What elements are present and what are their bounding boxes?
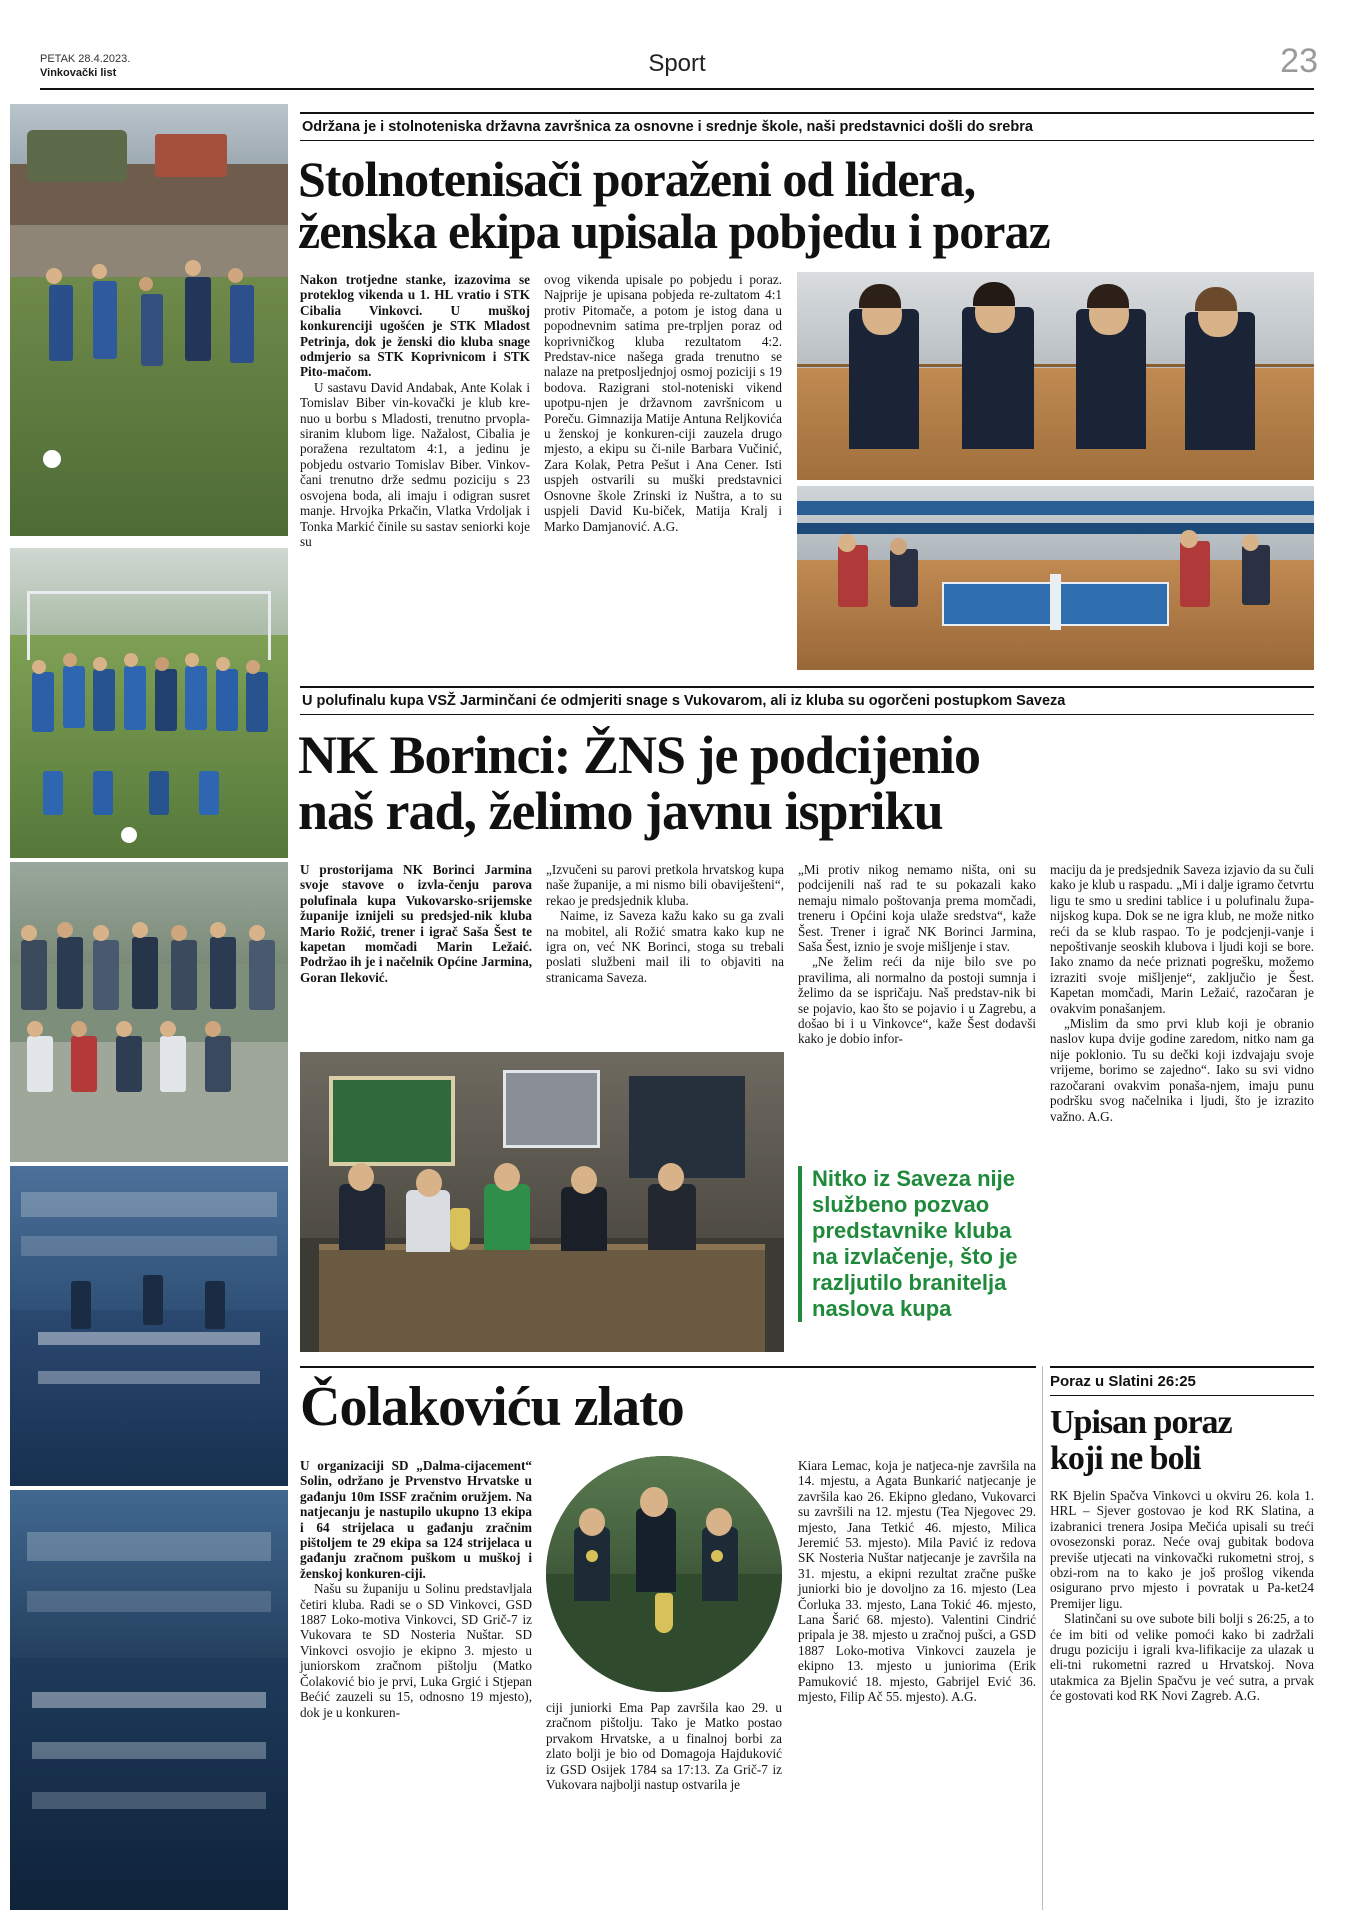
article2-column-3 <box>798 862 1036 1122</box>
article3-headline: Čolakoviću zlato <box>300 1376 684 1438</box>
photo-shooting-hall-lower <box>10 1490 288 1910</box>
section-title: Sport <box>648 50 706 77</box>
article4-column-1 <box>1050 1488 1314 1908</box>
article1-col1-lead: Nakon trotjedne stanke, izazovima se proteklog vikenda u 1. HL vratio i STK Cibalia Vinkovci. U muškoj konkurenciji ugošćen je STK Mladost Petrinja, dok je ženski dio kluba snage odmjerio sa STK Koprivnicom i STK Pito-mačom. <box>300 272 530 380</box>
photo-football-training <box>10 104 288 536</box>
article1-headline-line2: ženska ekipa upisala pobjedu i poraz <box>298 203 1050 259</box>
masthead <box>0 0 1354 92</box>
masthead-date: PETAK 28.4.2023. <box>40 53 131 65</box>
page-number: 23 <box>1280 42 1318 80</box>
article3-column-3 <box>798 1458 1036 1898</box>
article2-headline-line1: NK Borinci: ŽNS je podcijenio <box>298 725 980 785</box>
article3-top-rule <box>300 1366 1036 1368</box>
article2-col4-p2: „Mislim da smo prvi klub koji je obranio naslov kupa dvije godine zaredom, nitko nam ga nije poklonio. Tu su dečki koji izdvajaju svoje vrijeme, borimo se zajedno“. Iako su svi vidno razočarani ovakvim ponaša-njem, imaju punu podršku svog načelnika i ljudi, što je izrazito važno. A.G. <box>1050 1016 1314 1124</box>
article3-column-2 <box>546 1700 782 1900</box>
photo-medalists-round <box>546 1456 782 1692</box>
article3-col1-p2: Našu su županiju u Solinu predstavljala četiri kluba. Radi se o SD Vinkovci, GSD 1887 Loko-motiva Vinkovci, SD Grič-7 iz Vukovara te SD Nosteria Nuštar. SD Vinkovci osvojio je ekipno 3. mjesto u juniorskom zračnom pištolju (Matko Čolaković bio je prvi, Luka Grgić i Stjepan Bećić zauzeli su 15, odnosno 19 mjesto), dok je u konkuren- <box>300 1581 532 1720</box>
article4-col1-p2: Slatinčani su ove subote bili bolji s 26:25, a to će im biti od velike pomoći kako bi zadržali drugu poziciju i igrali kva-lifikacije za ulazak u eli-tni rukometni razred u Hrvatskoj. Nova utakmica za Bjelin Spačvu je već sutra, a prvak će gostovati kod RK Novi Zagreb. A.G. <box>1050 1611 1314 1704</box>
article1-kicker: Održana je i stolnoteniska državna završnica za osnovne i srednje škole, naši predstavnici došli do srebra <box>300 112 1314 141</box>
article3-column-1 <box>300 1458 532 1898</box>
article3-col3-p1: Kiara Lemac, koja je natjeca-nje završila na 14. mjestu, a Agata Bunkarić natjecanje je završila kao 26. Ekipno gledano, Vukovarci su završili na 12. mjestu (Tea Njegovec 29. mjesto, Jana Tetkić 46. mjesto, Milica Jeremić 53. mjesto). Mila Pavić iz redova SK Nosteria Nuštar natjecanje je završila na 31. mjestu, a ekipni rezultat zračne puške juniorki bio je dovoljno za 16. mjesto (Lea Čorluka 33. mjesto, Lana Tokić 46. mjesto, Lana Šarić 68. mjesto). Valentini Cindrić pripala je 38. mjesto u zračnoj pušci, a GSD 1887 Loko-motiva Vinkovci zauzela je ekipno 13. mjesto u juniorima (Erik Pamuković 18. mjesto, Gabrijel Ević 36. mjesto, Filip Ač 55. mjesto). A.G. <box>798 1458 1036 1705</box>
article2-headline-line2: naš rad, želimo javnu ispriku <box>298 781 943 841</box>
separator-article3-sidebar <box>1042 1366 1043 1910</box>
masthead-publication: Vinkovački list <box>40 67 117 79</box>
article3-col1-lead: U organizaciji SD „Dalma-cijacement“ Solin, održano je Prvenstvo Hrvatske u gađanju 10m ISSF zračnim oružjem. Na natjecanju je nastupilo ukupno 13 ekipa i 64 strijelaca u gađanju zračnim pištoljem te 29 ekipa sa 124 strijelaca u gađanju zračnom puškom u muškoj i ženskoj konkuren-ciji. <box>300 1458 532 1581</box>
article4-headline-line2: koji ne boli <box>1050 1440 1201 1477</box>
photo-meeting-room <box>300 1052 784 1352</box>
masthead-divider <box>40 88 1314 90</box>
article3-col2-p1: ciji juniorki Ema Pap završila kao 29. u zračnom pištolju. Tako je Matko postao prvakom Hrvatske, a u finalnoj borbi za zlato bolji je bio od Domagoja Hajduković iz GSD Osijek 1784 sa 17:13. Za Grič-7 iz Vukovara najbolji nastup ostvarila je <box>546 1700 782 1793</box>
article2-kicker: U polufinalu kupa VSŽ Jarminčani će odmjeriti snage s Vukovarom, ali iz kluba su ogorčeni postupkom Saveza <box>300 686 1314 715</box>
article2-pullquote: Nitko iz Saveza nije službeno pozvao predstavnike kluba na izvlačenje, što je razljutilo branitelja naslova kupa <box>798 1166 1034 1322</box>
article2-col4-p1: maciju da je predsjednik Saveza izjavio da su čuli kako je klub u raspadu. „Mi i dalje igramo četvrtu ligu te smo u sredini tablice i u polufinalu župa-nijskog kupa. Dok se ne igra klub, ne može nitko reći da se klub raspao. To je podcjenji-vanje i nepoštivanje seoskih klubova i ljudi koji se bore. Iako znamo da neće priznati pogrešku, možemo izraziti svoje mišljenje“, zaključio je Šest. Kapetan momčadi, Marin Ležaić, razočaran je ovakvim ponašanjem. <box>1050 862 1314 1016</box>
article2-col2-p2: Naime, iz Saveza kažu kako su ga zvali na mobitel, ali Rožić smatra kako kup ne igra on, već NK Borinci, stoga su trebali poslati službeni mail ili to objaviti na stranicama Saveza. <box>546 908 784 985</box>
photo-winter-team-group <box>10 862 288 1162</box>
article2-column-4 <box>1050 862 1314 1362</box>
photo-shooting-hall <box>10 1166 288 1486</box>
photo-table-tennis-match <box>797 486 1314 670</box>
article2-col3-p1: „Mi protiv nikog nemamo ništa, oni su podcijenili naš rad te su pokazali kako nemaju nimalo poštovanja prema momčadi, treneru i Općini koja ulaže sredstva“, kaže Šest. Trener i igrač NK Borinci Jarmina, Saša Šest, iznio je svoje mišljenje i stav. <box>798 862 1036 955</box>
photo-table-tennis-women <box>797 272 1314 480</box>
article1-headline-line1: Stolnotenisači poraženi od lidera, <box>298 151 976 207</box>
article4-col1-p1: RK Bjelin Spačva Vinkovci u okviru 26. kola 1. HRL – Sjever gostovao je kod RK Slatina, a izabranici trenera Josipa Mečića upisali su treći ovosezonski poraz. Neće ovaj gubitak bodova previše utjecati na vinkovački rukometni stroj, s obzi-rom na to kako je još prošlog vikenda osigurano prvo mjesto i povratak u Pa-ket24 Premijer ligu. <box>1050 1488 1314 1611</box>
article2-col1-lead: U prostorijama NK Borinci Jarmina svoje stavove o izvla-čenju parova polufinala kupa Vukovarsko-srijemske županije iznijeli su predsjed-nik kluba Mario Rožić, trener i igrač Saša Šest te kapetan momčadi Marin Ležaić. Podržao ih je i načelnik Općine Jarmina, Goran Ileković. <box>300 862 532 985</box>
article1-column-1 <box>300 272 530 672</box>
article1-col1-p2: U sastavu David Andabak, Ante Kolak i Tomislav Biber vin-kovački je klub kre-nuo u borbu s Mladosti, trenutno prvopla-siranim klubom lige. Nažalost, Cibalia je poražena rezultatom 4:1, a jedinu je pobjedu ostvario Tomislav Biber. Vinkov-čani trenutno drže sedmu poziciju s 23 osvojena boda, ali imaju i odigran susret manje. Hrvojka Prkačin, Vlatka Vrdoljak i Tonka Markić činile su sastav seniorki koje su <box>300 379 530 549</box>
article1-col2-p1: ovog vikenda upisale po pobjedu i poraz. Najprije je upisana pobjeda re-zultatom 4:1 protiv Pitomače, a potom je istog dana u popodnevnim satima pre-trpljen poraz od koprivničkog kluba rezultatom 4:2. Predstav-nice našega grada trenutno se nalaze na pretposljednjoj osmoj poziciji s 19 bodova. Razigrani stol-noteniski vikend upotpu-njen je državnom završnicom u Poreču. Gimnazija Matije Antuna Reljkovića u ženskoj je konkuren-ciji zauzela drugo mjesto, a ekipu su či-nile Barbara Vučinić, Zara Kolak, Petra Pešut i Ana Cener. Isti uspjeh ostvarili su muški predstavnici Osnovne škole Zrinski iz Nuštra, a to su uspjeli David Ku-biček, Matija Kralj i Marko Damjanović. A.G. <box>544 272 782 534</box>
article2-col3-p2: „Ne želim reći da nije bilo sve po pravilima, ali normalno da postoji sumnja i želimo da se ispričaju. Naš predstav-nik bi se pojavio, kao što se pojavio i u Zagrebu, a došao bi i u Vinkovce“, kaže Šest dodavši kako je dobio infor- <box>798 954 1036 1047</box>
article1-column-2 <box>544 272 782 672</box>
article2-col2-p1: „Izvučeni su parovi pretkola hrvatskog kupa naše županije, a mi nismo bili obaviješteni“, rekao je predsjednik kluba. <box>546 862 784 908</box>
article4-headline-line1: Upisan poraz <box>1050 1404 1232 1441</box>
article4-kicker: Poraz u Slatini 26:25 <box>1050 1366 1314 1396</box>
photo-nk-borinci-team <box>10 548 288 858</box>
